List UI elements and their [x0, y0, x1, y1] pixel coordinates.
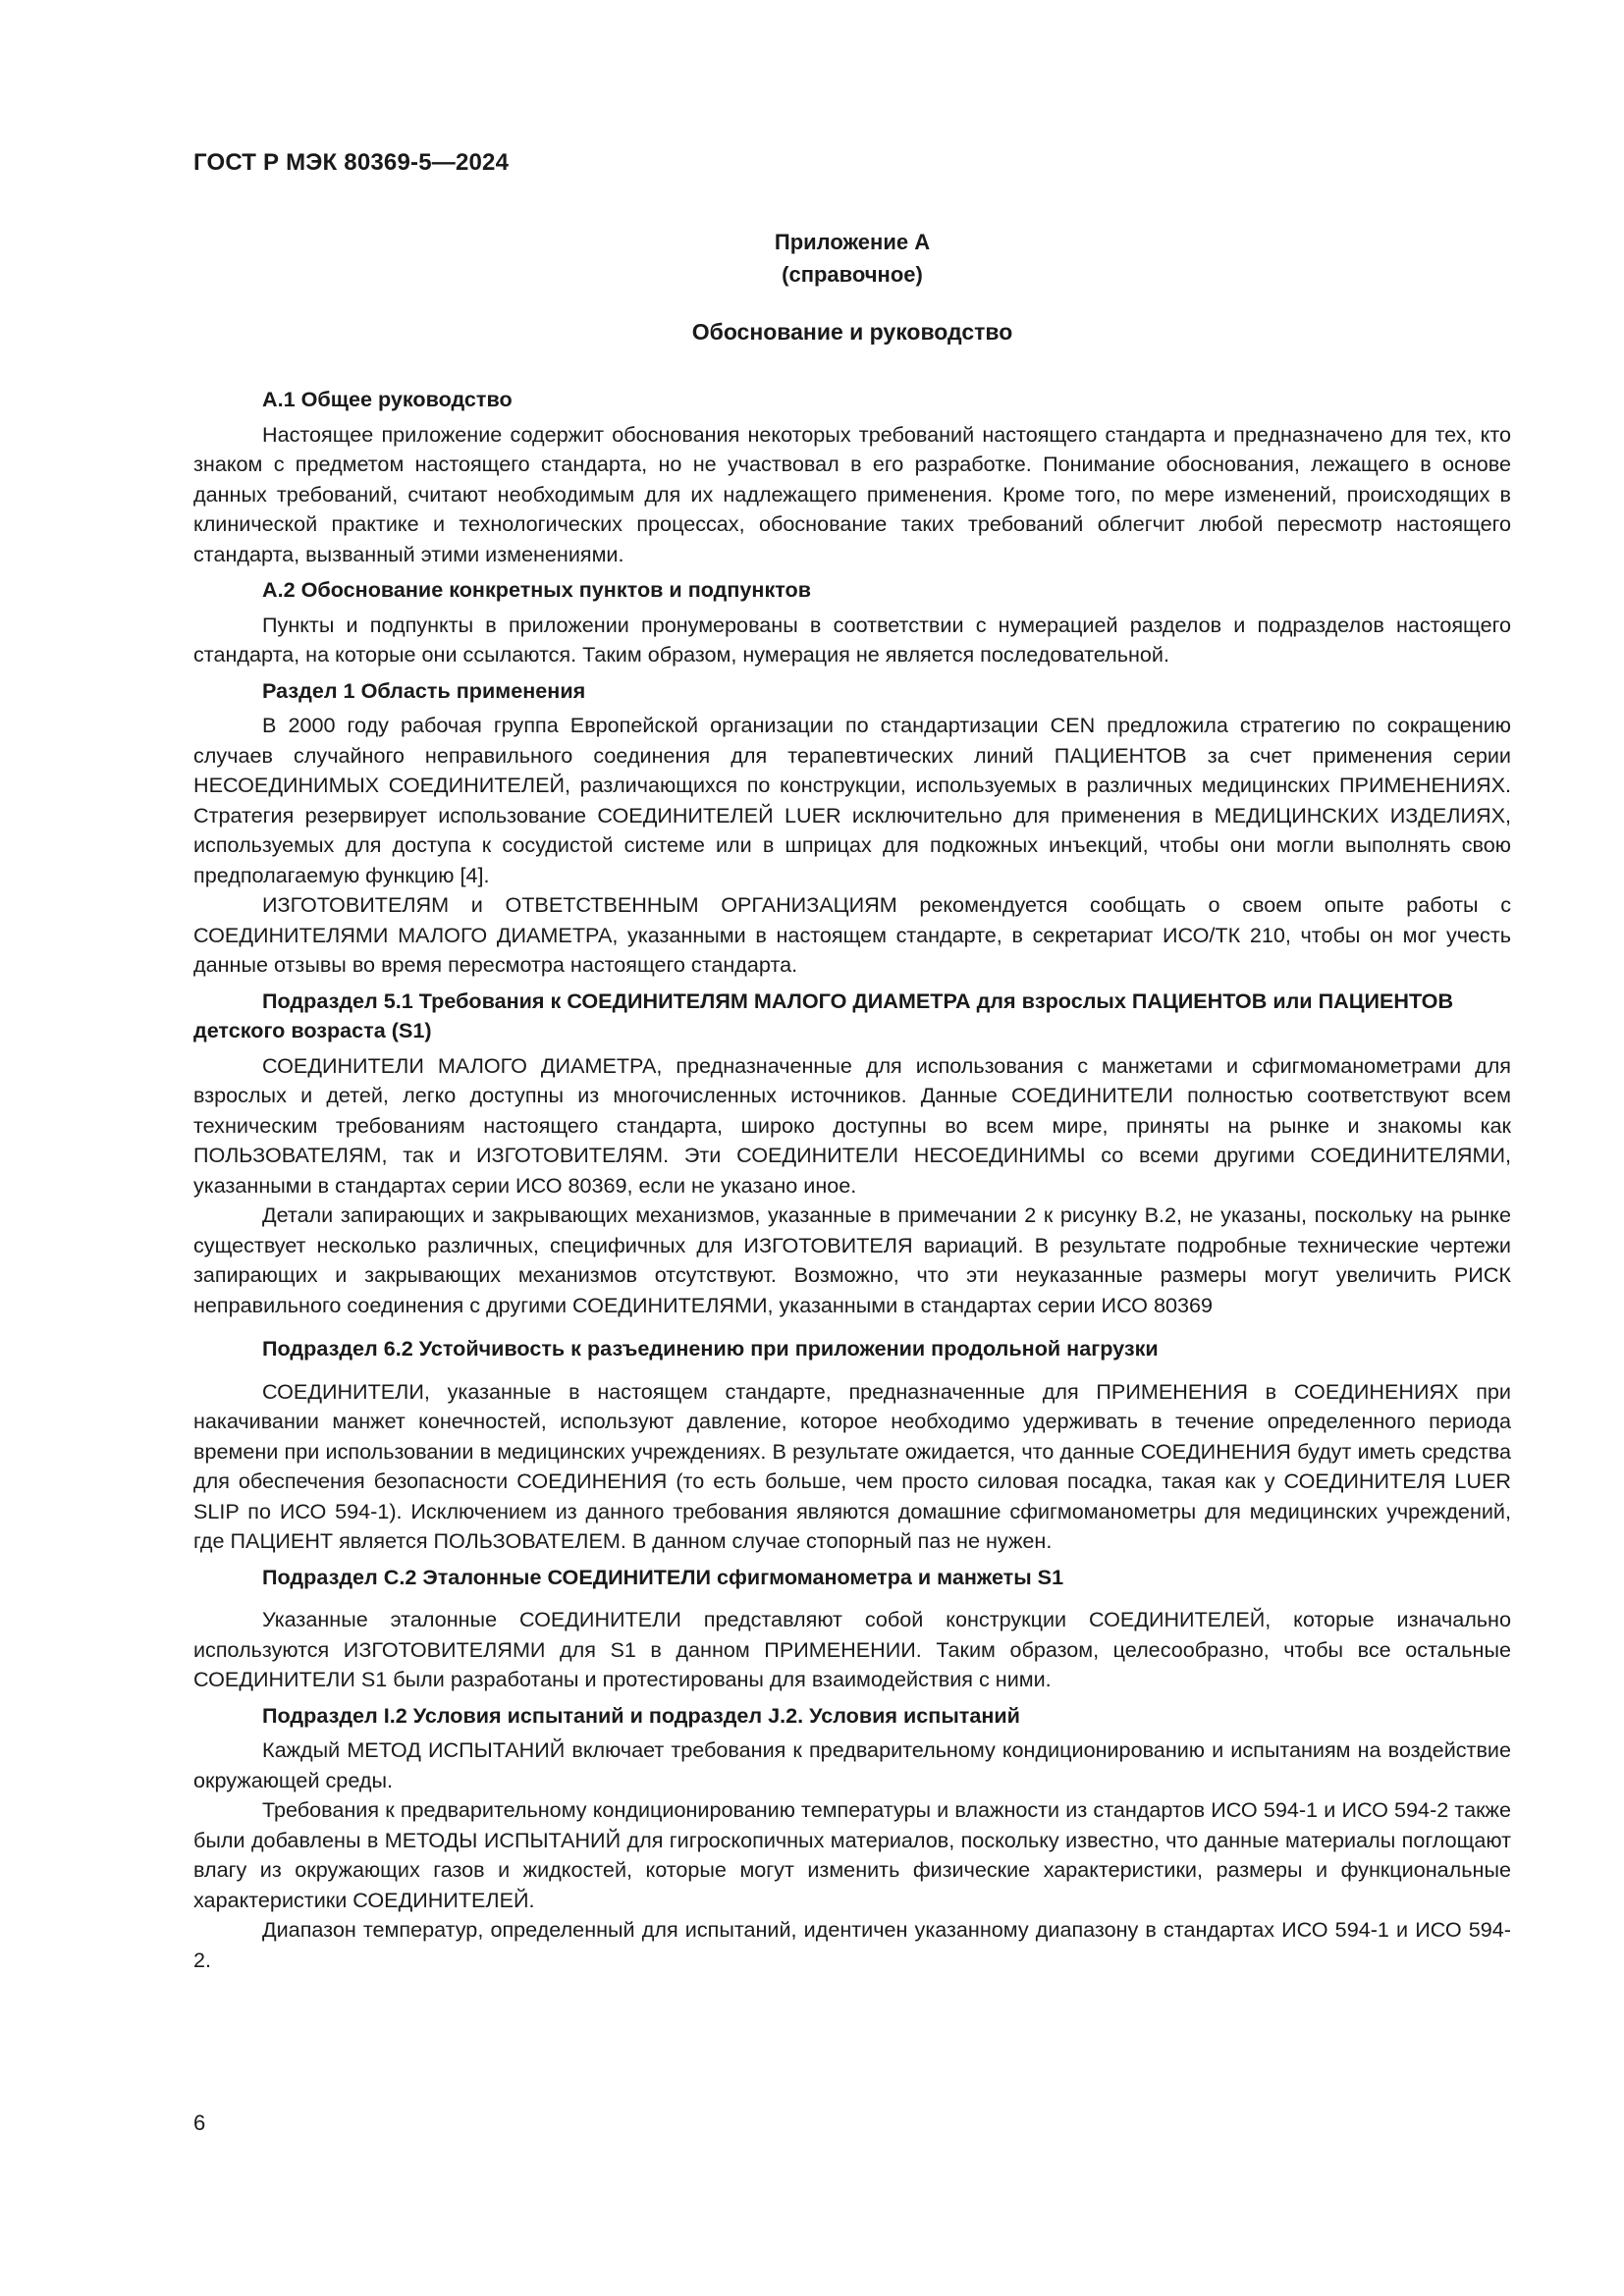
page-number: 6 [193, 2110, 206, 2135]
annex-heading [193, 226, 1511, 291]
section-heading-c-2: Подраздел С.2 Эталонные СОЕДИНИТЕЛИ сфигмоманометра и манжеты S1 [262, 1564, 1064, 1589]
paragraph: Детали запирающих и закрывающих механизмов, указанные в примечании 2 к рисунку В.2, не указаны, поскольку на рынке существует несколько различных, специфичных для ИЗГОТОВИТЕЛЯ вариаций. В результате подробные технические чертежи запирающих и закрывающих механизмов отсутствуют. Возможно, что эти неуказанные размеры могут увеличить РИСК неправильного соединения с другими СОЕДИНИТЕЛЯМИ, указанными в стандартах серии ИСО 80369 [193, 1202, 1511, 1317]
spacer [193, 1369, 1511, 1377]
standard-id-header: ГОСТ Р МЭК 80369-5—2024 [193, 149, 510, 176]
paragraph: Настоящее приложение содержит обоснования некоторых требований настоящего стандарта и предназначено для тех, кто знаком с предметом настоящего стандарта, но не участвовал в его разработке. Понимание обоснования, лежащего в основе данных требований, считают необходимым для их надлежащего применения. Кроме того, по мере изменений, происходящих в клинической практике и технологических процессах, обоснование таких требований облегчит любой пересмотр настоящего стандарта, вызванный этими изменениями. [193, 421, 1511, 566]
paragraph: Указанные эталонные СОЕДИНИТЕЛИ представляют собой конструкции СОЕДИНИТЕЛЕЙ, которые изначально используются ИЗГОТОВИТЕЛЯМИ для S1 в данном ПРИМЕНЕНИИ. Таким образом, целесообразно, чтобы все остальные СОЕДИНИТЕЛИ S1 были разработаны и протестированы для взаимодействия с ними. [193, 1607, 1511, 1691]
annex-name: Обоснование и руководство [691, 319, 1013, 345]
section-heading-5-1: Подраздел 5.1 Требования к СОЕДИНИТЕЛЯМ МАЛОГО ДИАМЕТРА для взрослых ПАЦИЕНТОВ или ПАЦИЕНТОВ детского возраста (S1) [193, 988, 1454, 1042]
paragraph: В 2000 году рабочая группа Европейской организации по стандартизации CEN предложила стратегию по сокращению случаев случайного неправильного соединения для терапевтических линий ПАЦИЕНТОВ за счет применения серии НЕСОЕДИНИМЫХ СОЕДИНИТЕЛЕЙ, различающихся по конструкции, используемых в различных медицинских ПРИМЕНЕНИЯХ. Стратегия резервирует использование СОЕДИНИТЕЛЕЙ LUER исключительно для применения в МЕДИЦИНСКИХ ИЗДЕЛИЯХ, используемых для доступа к сосудистой системе или в шприцах для подкожных инъекций, чтобы они могли выполнять свою предполагаемую функцию [4]. [193, 713, 1511, 887]
section-heading-a1: А.1 Общее руководство [262, 387, 513, 411]
paragraph: СОЕДИНИТЕЛИ, указанные в настоящем стандарте, предназначенные для ПРИМЕНЕНИЯ в СОЕДИНЕНИЯХ при накачивании манжет конечностей, используют давление, которое необходимо удерживать в течение определенного периода времени при использовании в медицинских учреждениях. В результате ожидается, что данные СОЕДИНЕНИЯ будут иметь средства для обеспечения безопасности СОЕДИНЕНИЯ (то есть больше, чем просто силовая посадка, такая как у СОЕДИНИТЕЛЯ LUER SLIP по ИСО 594-1). Исключением из данного требования являются домашние сфигмоманометры для медицинских учреждений, где ПАЦИЕНТ является ПОЛЬЗОВАТЕЛЕМ. В данном случае стопорный паз не нужен. [193, 1378, 1511, 1553]
paragraph: ИЗГОТОВИТЕЛЯМ и ОТВЕТСТВЕННЫМ ОРГАНИЗАЦИЯМ рекомендуется сообщать о своем опыте работы с СОЕДИНИТЕЛЯМИ МАЛОГО ДИАМЕТРА, указанными в настоящем стандарте, в секретариат ИСО/ТК 210, чтобы он мог учесть данные отзывы во время пересмотра настоящего стандарта. [193, 892, 1511, 977]
paragraph: Требования к предварительному кондиционированию температуры и влажности из стандартов ИСО 594-1 и ИСО 594-2 также были добавлены в МЕТОДЫ ИСПЫТАНИЙ для гигроскопичных материалов, поскольку известно, что данные материалы поглощают влагу из окружающих газов и жидкостей, которые могут изменить физические характеристики, размеры и функциональные характеристики СОЕДИНИТЕЛЕЙ. [193, 1797, 1511, 1912]
paragraph: СОЕДИНИТЕЛИ МАЛОГО ДИАМЕТРА, предназначенные для использования с манжетами и сфигмоманометрами для взрослых и детей, легко доступны из многочисленных источников. Данные СОЕДИНИТЕЛИ полностью соответствуют всем техническим требованиям настоящего стандарта, широко доступны во всем мире, приняты на рынке и знакомы как ПОЛЬЗОВАТЕЛЯМ, так и ИЗГОТОВИТЕЛЯМ. Эти СОЕДИНИТЕЛИ НЕСОЕДИНИМЫ со всеми другими СОЕДИНИТЕЛЯМИ, указанными в стандартах серии ИСО 80369, если не указано иное. [193, 1052, 1511, 1198]
spacer [193, 1597, 1511, 1605]
section-heading-i-2: Подраздел I.2 Условия испытаний и подраздел J.2. Условия испытаний [262, 1702, 1020, 1728]
section-heading-6-2: Подраздел 6.2 Устойчивость к разъединению при приложении продольной нагрузки [262, 1336, 1159, 1361]
paragraph: Диапазон температур, определенный для испытаний, идентичен указанному диапазону в стандартах ИСО 594-1 и ИСО 594-2. [193, 1917, 1511, 1972]
annex-kind: (справочное) [782, 262, 923, 287]
spacer [193, 1320, 1511, 1328]
paragraph: Каждый МЕТОД ИСПЫТАНИЙ включает требования к предварительному кондиционированию и испытаниям на воздействие окружающей среды. [193, 1737, 1511, 1792]
section-heading-a2: А.2 Обоснование конкретных пунктов и подпунктов [262, 577, 812, 602]
paragraph: Пункты и подпункты в приложении пронумерованы в соответствии с нумерацией разделов и подразделов настоящего стандарта, на которые они ссылаются. Таким образом, нумерация не является последовательной. [193, 612, 1511, 667]
annex-title: Приложение А [774, 230, 931, 254]
document-body [193, 379, 1511, 1975]
section-heading-s1: Раздел 1 Область применения [262, 677, 586, 703]
